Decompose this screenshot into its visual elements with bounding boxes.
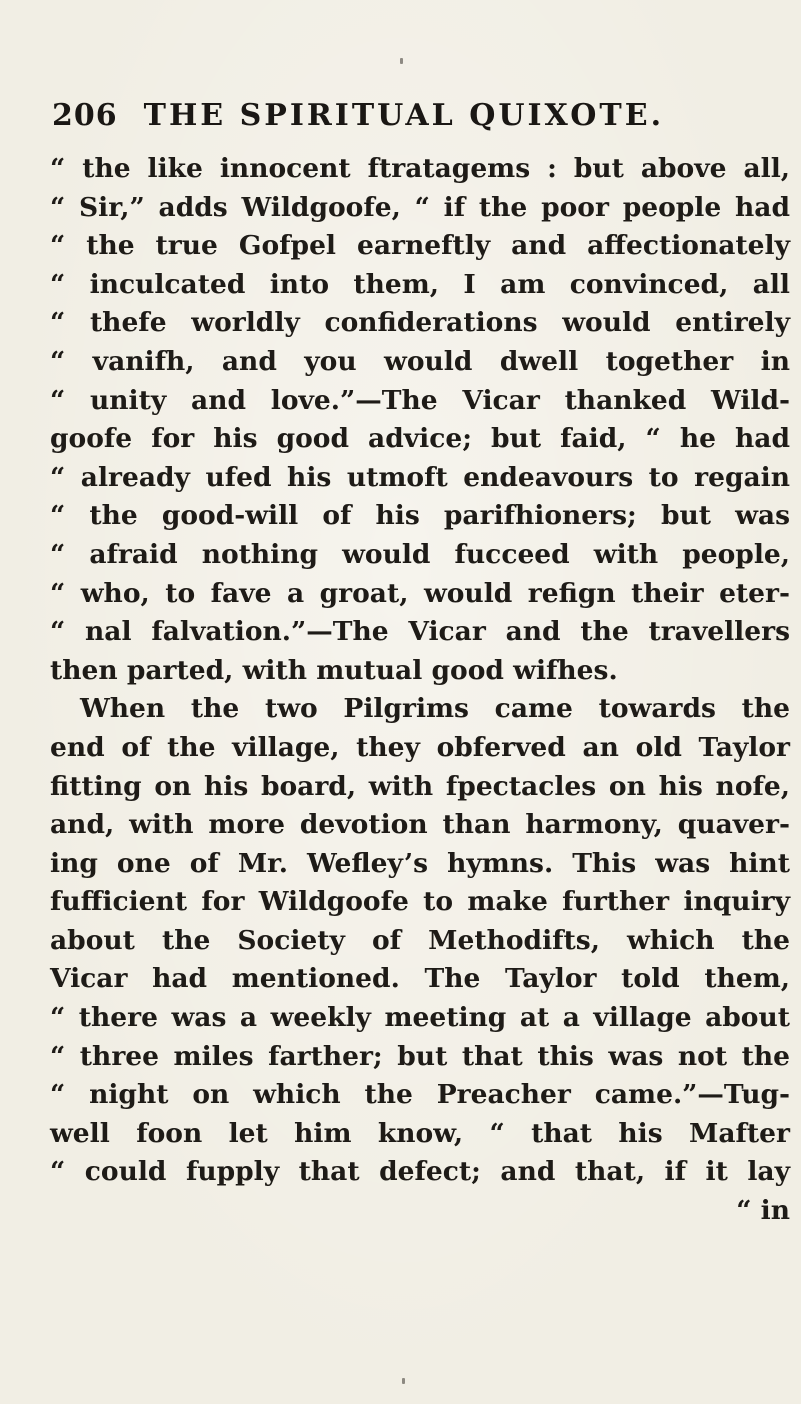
text-line: “ three miles farther; but that this was not the bbox=[50, 1040, 790, 1072]
text-line: “ there was a weekly meeting at a village about bbox=[50, 1002, 790, 1034]
text-line: fitting on his board, with fpectacles on his nofe, bbox=[50, 770, 790, 802]
text-line: “ thefe worldly confiderations would entirely bbox=[50, 307, 790, 339]
text-line: “ inculcated into them, I am convinced, all bbox=[50, 268, 790, 300]
running-head bbox=[52, 98, 792, 138]
text-line: about the Society of Methodifts, which the bbox=[50, 924, 790, 956]
text-line: goofe for his good advice; but faid, “ he had bbox=[50, 423, 790, 455]
text-line: “ unity and love.”—The Vicar thanked Wild- bbox=[50, 384, 790, 416]
text-line: “ the like innocent ftratagems : but above all, bbox=[50, 153, 790, 184]
text-line: “ nal falvation.”—The Vicar and the travellers bbox=[50, 616, 790, 648]
text-line: “ the good-will of his parifhioners; but was bbox=[50, 500, 790, 532]
body-text bbox=[50, 150, 790, 1231]
text-line: end of the village, they obferved an old Taylor bbox=[50, 731, 790, 763]
running-title: THE SPIRITUAL QUIXOTE. bbox=[143, 98, 665, 133]
catchword: “ in bbox=[736, 1195, 790, 1227]
text-line: ing one of Mr. Wefley’s hymns. This was hint bbox=[50, 847, 790, 879]
text-line: “ could fupply that defect; and that, if it lay bbox=[50, 1156, 790, 1188]
text-line: “ who, to fave a groat, would refign their eter- bbox=[50, 577, 790, 609]
paragraph-start-line: When the two Pilgrims came towards the bbox=[80, 693, 790, 725]
text-line: “ the true Gofpel earneftly and affectionately bbox=[50, 230, 790, 262]
page-number: 206 bbox=[52, 98, 118, 133]
ink-speck bbox=[400, 58, 403, 64]
text-line: Vicar had mentioned. The Taylor told them, bbox=[50, 963, 790, 995]
text-line: “ afraid nothing would fucceed with people, bbox=[50, 538, 790, 570]
text-line: fufficient for Wildgoofe to make further inquiry bbox=[50, 886, 790, 918]
text-line: “ vanifh, and you would dwell together in bbox=[50, 345, 790, 377]
text-line: “ already ufed his utmoft endeavours to regain bbox=[50, 461, 790, 493]
text-line: “ night on which the Preacher came.”—Tug- bbox=[50, 1079, 790, 1111]
text-line: and, with more devotion than harmony, quaver- bbox=[50, 809, 790, 841]
text-line: then parted, with mutual good wifhes. bbox=[50, 654, 618, 686]
ink-speck bbox=[402, 1378, 405, 1384]
text-line: well foon let him know, “ that his Mafter bbox=[50, 1117, 790, 1149]
text-line: “ Sir,” adds Wildgoofe, “ if the poor people had bbox=[50, 191, 790, 223]
